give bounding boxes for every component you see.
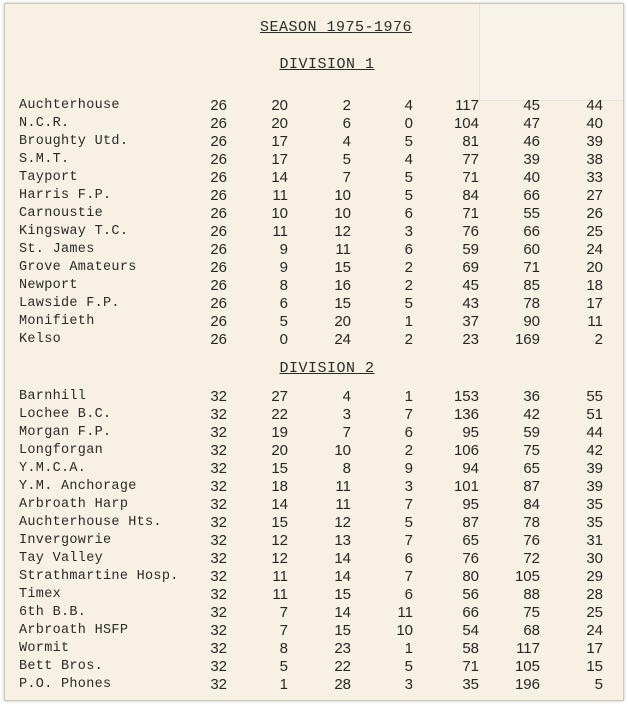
table-row bbox=[5, 640, 623, 658]
won-cell: 17 bbox=[271, 151, 288, 168]
goals-against-cell: 65 bbox=[523, 460, 540, 477]
goals-for-cell: 23 bbox=[462, 331, 479, 348]
won-cell: 8 bbox=[279, 277, 288, 294]
table-row bbox=[5, 586, 623, 604]
won-cell: 15 bbox=[271, 460, 288, 477]
goals-against-cell: 60 bbox=[523, 241, 540, 258]
played-cell: 32 bbox=[210, 388, 227, 405]
team-name: Morgan F.P. bbox=[19, 425, 112, 440]
lost-cell: 15 bbox=[334, 586, 351, 603]
points-cell: 33 bbox=[586, 169, 603, 186]
won-cell: 17 bbox=[271, 133, 288, 150]
played-cell: 32 bbox=[210, 604, 227, 621]
points-cell: 51 bbox=[586, 406, 603, 423]
lost-cell: 5 bbox=[342, 151, 351, 168]
table-row bbox=[5, 331, 623, 349]
played-cell: 32 bbox=[210, 550, 227, 567]
goals-for-cell: 37 bbox=[462, 313, 479, 330]
points-cell: 44 bbox=[586, 424, 603, 441]
drawn-cell: 2 bbox=[404, 277, 413, 294]
goals-against-cell: 90 bbox=[523, 313, 540, 330]
team-name: Bett Bros. bbox=[19, 659, 104, 674]
played-cell: 32 bbox=[210, 424, 227, 441]
team-name: Wormit bbox=[19, 641, 70, 656]
goals-for-cell: 84 bbox=[462, 187, 479, 204]
lost-cell: 10 bbox=[334, 187, 351, 204]
goals-for-cell: 45 bbox=[462, 277, 479, 294]
table-row bbox=[5, 241, 623, 259]
played-cell: 32 bbox=[210, 532, 227, 549]
team-name: P.O. Phones bbox=[19, 677, 112, 692]
points-cell: 25 bbox=[586, 223, 603, 240]
won-cell: 12 bbox=[271, 532, 288, 549]
team-name: Longforgan bbox=[19, 443, 104, 458]
drawn-cell: 3 bbox=[404, 676, 413, 693]
played-cell: 32 bbox=[210, 442, 227, 459]
table-row bbox=[5, 424, 623, 442]
drawn-cell: 5 bbox=[404, 169, 413, 186]
table-row bbox=[5, 259, 623, 277]
drawn-cell: 2 bbox=[404, 259, 413, 276]
points-cell: 28 bbox=[586, 586, 603, 603]
drawn-cell: 1 bbox=[404, 640, 413, 657]
drawn-cell: 6 bbox=[404, 550, 413, 567]
points-cell: 26 bbox=[586, 205, 603, 222]
won-cell: 27 bbox=[271, 388, 288, 405]
played-cell: 26 bbox=[210, 169, 227, 186]
goals-against-cell: 68 bbox=[523, 622, 540, 639]
goals-against-cell: 117 bbox=[516, 640, 540, 657]
table-row bbox=[5, 169, 623, 187]
team-name: Strathmartine Hosp. bbox=[19, 569, 179, 584]
lost-cell: 12 bbox=[334, 514, 351, 531]
won-cell: 12 bbox=[271, 550, 288, 567]
goals-for-cell: 66 bbox=[462, 604, 479, 621]
points-cell: 55 bbox=[586, 388, 603, 405]
table-row bbox=[5, 97, 623, 115]
won-cell: 9 bbox=[279, 241, 288, 258]
table-row bbox=[5, 550, 623, 568]
goals-for-cell: 58 bbox=[462, 640, 479, 657]
drawn-cell: 11 bbox=[397, 604, 413, 621]
goals-for-cell: 104 bbox=[453, 115, 479, 132]
lost-cell: 22 bbox=[334, 658, 351, 675]
team-name: St. James bbox=[19, 242, 95, 257]
points-cell: 5 bbox=[594, 676, 603, 693]
points-cell: 25 bbox=[586, 604, 603, 621]
won-cell: 5 bbox=[279, 658, 288, 675]
goals-against-cell: 40 bbox=[523, 169, 540, 186]
goals-against-cell: 39 bbox=[523, 151, 540, 168]
points-cell: 39 bbox=[586, 478, 603, 495]
points-cell: 38 bbox=[586, 151, 603, 168]
points-cell: 35 bbox=[586, 514, 603, 531]
played-cell: 32 bbox=[210, 622, 227, 639]
table-row bbox=[5, 205, 623, 223]
goals-for-cell: 117 bbox=[455, 97, 479, 114]
won-cell: 20 bbox=[271, 115, 288, 132]
lost-cell: 14 bbox=[334, 550, 351, 567]
table-row bbox=[5, 313, 623, 331]
drawn-cell: 5 bbox=[404, 295, 413, 312]
goals-against-cell: 169 bbox=[514, 331, 540, 348]
won-cell: 11 bbox=[272, 568, 288, 585]
played-cell: 26 bbox=[210, 187, 227, 204]
team-name: Invergowrie bbox=[19, 533, 112, 548]
won-cell: 7 bbox=[279, 622, 288, 639]
team-name: Kelso bbox=[19, 332, 62, 347]
table-row bbox=[5, 133, 623, 151]
table-row bbox=[5, 115, 623, 133]
drawn-cell: 6 bbox=[404, 586, 413, 603]
drawn-cell: 4 bbox=[404, 97, 413, 114]
lost-cell: 24 bbox=[334, 331, 351, 348]
lost-cell: 16 bbox=[334, 277, 351, 294]
drawn-cell: 4 bbox=[404, 151, 413, 168]
goals-against-cell: 88 bbox=[523, 586, 540, 603]
drawn-cell: 2 bbox=[404, 442, 413, 459]
points-cell: 30 bbox=[586, 550, 603, 567]
drawn-cell: 1 bbox=[404, 388, 413, 405]
goals-against-cell: 78 bbox=[523, 295, 540, 312]
goals-against-cell: 105 bbox=[514, 658, 540, 675]
table-row bbox=[5, 514, 623, 532]
played-cell: 26 bbox=[210, 115, 227, 132]
played-cell: 32 bbox=[210, 406, 227, 423]
table-row bbox=[5, 151, 623, 169]
lost-cell: 2 bbox=[342, 97, 351, 114]
lost-cell: 7 bbox=[342, 169, 351, 186]
drawn-cell: 3 bbox=[404, 223, 413, 240]
drawn-cell: 6 bbox=[404, 241, 413, 258]
won-cell: 15 bbox=[271, 514, 288, 531]
goals-against-cell: 36 bbox=[523, 388, 540, 405]
drawn-cell: 3 bbox=[404, 478, 413, 495]
goals-for-cell: 153 bbox=[453, 388, 479, 405]
table-row bbox=[5, 568, 623, 586]
goals-against-cell: 105 bbox=[514, 568, 540, 585]
played-cell: 32 bbox=[210, 568, 227, 585]
lost-cell: 6 bbox=[342, 115, 351, 132]
goals-for-cell: 95 bbox=[462, 424, 479, 441]
goals-for-cell: 59 bbox=[462, 241, 479, 258]
points-cell: 17 bbox=[586, 640, 603, 657]
goals-against-cell: 87 bbox=[523, 478, 540, 495]
lost-cell: 7 bbox=[342, 424, 351, 441]
lost-cell: 13 bbox=[334, 532, 351, 549]
played-cell: 26 bbox=[210, 223, 227, 240]
points-cell: 24 bbox=[586, 622, 603, 639]
table-row bbox=[5, 442, 623, 460]
team-name: Monifieth bbox=[19, 314, 95, 329]
won-cell: 14 bbox=[271, 496, 288, 513]
won-cell: 20 bbox=[271, 442, 288, 459]
goals-for-cell: 56 bbox=[462, 586, 479, 603]
team-name: Tay Valley bbox=[19, 551, 104, 566]
division-2-table bbox=[5, 388, 623, 694]
team-name: S.M.T. bbox=[19, 152, 70, 167]
played-cell: 32 bbox=[210, 658, 227, 675]
won-cell: 1 bbox=[279, 676, 288, 693]
won-cell: 14 bbox=[271, 169, 288, 186]
drawn-cell: 7 bbox=[404, 568, 413, 585]
table-row bbox=[5, 223, 623, 241]
team-name: Arbroath Harp bbox=[19, 497, 129, 512]
drawn-cell: 0 bbox=[404, 115, 413, 132]
lost-cell: 28 bbox=[334, 676, 351, 693]
won-cell: 6 bbox=[279, 295, 288, 312]
table-row bbox=[5, 532, 623, 550]
points-cell: 42 bbox=[586, 442, 603, 459]
team-name: Grove Amateurs bbox=[19, 260, 137, 275]
goals-against-cell: 55 bbox=[523, 205, 540, 222]
played-cell: 26 bbox=[210, 259, 227, 276]
goals-for-cell: 94 bbox=[462, 460, 479, 477]
won-cell: 10 bbox=[271, 205, 288, 222]
drawn-cell: 10 bbox=[396, 622, 413, 639]
won-cell: 18 bbox=[271, 478, 288, 495]
goals-against-cell: 47 bbox=[523, 115, 540, 132]
table-row bbox=[5, 295, 623, 313]
team-name: Barnhill bbox=[19, 389, 87, 404]
won-cell: 11 bbox=[272, 586, 288, 603]
goals-against-cell: 75 bbox=[523, 604, 540, 621]
team-name: Y.M.C.A. bbox=[19, 461, 87, 476]
goals-for-cell: 87 bbox=[462, 514, 479, 531]
team-name: Kingsway T.C. bbox=[19, 224, 129, 239]
goals-against-cell: 45 bbox=[523, 97, 540, 114]
won-cell: 19 bbox=[271, 424, 288, 441]
table-row bbox=[5, 478, 623, 496]
goals-for-cell: 65 bbox=[462, 532, 479, 549]
points-cell: 31 bbox=[586, 532, 603, 549]
team-name: 6th B.B. bbox=[19, 605, 87, 620]
goals-for-cell: 43 bbox=[462, 295, 479, 312]
drawn-cell: 5 bbox=[404, 187, 413, 204]
played-cell: 32 bbox=[210, 478, 227, 495]
lost-cell: 11 bbox=[335, 496, 351, 513]
goals-for-cell: 35 bbox=[462, 676, 479, 693]
points-cell: 17 bbox=[586, 295, 603, 312]
team-name: Auchterhouse Hts. bbox=[19, 515, 162, 530]
division-2-heading: DIVISION 2 bbox=[279, 360, 375, 377]
goals-for-cell: 54 bbox=[462, 622, 479, 639]
goals-against-cell: 46 bbox=[523, 133, 540, 150]
goals-for-cell: 106 bbox=[453, 442, 479, 459]
drawn-cell: 5 bbox=[404, 658, 413, 675]
team-name: Auchterhouse bbox=[19, 98, 120, 113]
goals-against-cell: 42 bbox=[523, 406, 540, 423]
drawn-cell: 5 bbox=[404, 133, 413, 150]
points-cell: 44 bbox=[586, 97, 603, 114]
goals-against-cell: 196 bbox=[514, 676, 540, 693]
won-cell: 8 bbox=[279, 640, 288, 657]
team-name: Broughty Utd. bbox=[19, 134, 129, 149]
played-cell: 32 bbox=[210, 676, 227, 693]
goals-for-cell: 76 bbox=[462, 223, 479, 240]
table-row bbox=[5, 604, 623, 622]
lost-cell: 14 bbox=[334, 568, 351, 585]
table-row bbox=[5, 676, 623, 694]
division-1-table bbox=[5, 97, 623, 349]
goals-for-cell: 69 bbox=[462, 259, 479, 276]
goals-for-cell: 77 bbox=[462, 151, 479, 168]
table-row bbox=[5, 277, 623, 295]
points-cell: 2 bbox=[594, 331, 603, 348]
goals-against-cell: 66 bbox=[523, 187, 540, 204]
goals-against-cell: 85 bbox=[523, 277, 540, 294]
table-row bbox=[5, 406, 623, 424]
played-cell: 32 bbox=[210, 586, 227, 603]
goals-against-cell: 84 bbox=[523, 496, 540, 513]
points-cell: 35 bbox=[586, 496, 603, 513]
table-row bbox=[5, 658, 623, 676]
lost-cell: 20 bbox=[334, 313, 351, 330]
table-row bbox=[5, 187, 623, 205]
goals-for-cell: 71 bbox=[462, 169, 479, 186]
team-name: Newport bbox=[19, 278, 78, 293]
points-cell: 11 bbox=[587, 313, 603, 330]
drawn-cell: 2 bbox=[404, 331, 413, 348]
played-cell: 32 bbox=[210, 460, 227, 477]
table-row bbox=[5, 496, 623, 514]
team-name: Timex bbox=[19, 587, 62, 602]
played-cell: 32 bbox=[210, 514, 227, 531]
drawn-cell: 7 bbox=[404, 406, 413, 423]
drawn-cell: 6 bbox=[404, 205, 413, 222]
division-1-heading: DIVISION 1 bbox=[279, 56, 375, 73]
team-name: Carnoustie bbox=[19, 206, 104, 221]
table-row bbox=[5, 388, 623, 406]
goals-for-cell: 76 bbox=[462, 550, 479, 567]
played-cell: 26 bbox=[210, 97, 227, 114]
drawn-cell: 9 bbox=[404, 460, 413, 477]
played-cell: 26 bbox=[210, 313, 227, 330]
lost-cell: 12 bbox=[334, 223, 351, 240]
lost-cell: 14 bbox=[334, 604, 351, 621]
won-cell: 20 bbox=[271, 97, 288, 114]
drawn-cell: 7 bbox=[404, 496, 413, 513]
lost-cell: 3 bbox=[342, 406, 351, 423]
goals-for-cell: 80 bbox=[462, 568, 479, 585]
lost-cell: 15 bbox=[334, 622, 351, 639]
lost-cell: 15 bbox=[334, 295, 351, 312]
played-cell: 26 bbox=[210, 295, 227, 312]
goals-against-cell: 66 bbox=[523, 223, 540, 240]
lost-cell: 8 bbox=[342, 460, 351, 477]
lost-cell: 11 bbox=[335, 241, 351, 258]
goals-for-cell: 71 bbox=[462, 658, 479, 675]
drawn-cell: 1 bbox=[404, 313, 413, 330]
played-cell: 26 bbox=[210, 205, 227, 222]
lost-cell: 10 bbox=[334, 205, 351, 222]
goals-for-cell: 95 bbox=[462, 496, 479, 513]
played-cell: 32 bbox=[210, 640, 227, 657]
played-cell: 26 bbox=[210, 151, 227, 168]
table-row bbox=[5, 622, 623, 640]
won-cell: 11 bbox=[272, 187, 288, 204]
goals-against-cell: 72 bbox=[523, 550, 540, 567]
goals-for-cell: 71 bbox=[462, 205, 479, 222]
drawn-cell: 6 bbox=[404, 424, 413, 441]
goals-against-cell: 59 bbox=[523, 424, 540, 441]
goals-for-cell: 101 bbox=[453, 478, 479, 495]
points-cell: 39 bbox=[586, 133, 603, 150]
won-cell: 22 bbox=[271, 406, 288, 423]
won-cell: 11 bbox=[272, 223, 288, 240]
table-row bbox=[5, 460, 623, 478]
team-name: Arbroath HSFP bbox=[19, 623, 129, 638]
points-cell: 20 bbox=[586, 259, 603, 276]
lost-cell: 11 bbox=[335, 478, 351, 495]
drawn-cell: 7 bbox=[404, 532, 413, 549]
team-name: Tayport bbox=[19, 170, 78, 185]
points-cell: 29 bbox=[586, 568, 603, 585]
goals-against-cell: 75 bbox=[523, 442, 540, 459]
points-cell: 15 bbox=[586, 658, 603, 675]
goals-for-cell: 136 bbox=[453, 406, 479, 423]
drawn-cell: 5 bbox=[404, 514, 413, 531]
team-name: Lawside F.P. bbox=[19, 296, 120, 311]
won-cell: 9 bbox=[279, 259, 288, 276]
goals-for-cell: 81 bbox=[462, 133, 479, 150]
team-name: Lochee B.C. bbox=[19, 407, 112, 422]
played-cell: 26 bbox=[210, 241, 227, 258]
points-cell: 40 bbox=[586, 115, 603, 132]
played-cell: 26 bbox=[210, 133, 227, 150]
played-cell: 32 bbox=[210, 496, 227, 513]
points-cell: 27 bbox=[586, 187, 603, 204]
goals-against-cell: 71 bbox=[523, 259, 540, 276]
points-cell: 24 bbox=[586, 241, 603, 258]
played-cell: 26 bbox=[210, 277, 227, 294]
lost-cell: 10 bbox=[334, 442, 351, 459]
season-title: SEASON 1975-1976 bbox=[259, 19, 413, 36]
team-name: Harris F.P. bbox=[19, 188, 112, 203]
points-cell: 39 bbox=[586, 460, 603, 477]
goals-against-cell: 78 bbox=[523, 514, 540, 531]
lost-cell: 15 bbox=[334, 259, 351, 276]
won-cell: 7 bbox=[279, 604, 288, 621]
team-name: N.C.R. bbox=[19, 116, 70, 131]
goals-against-cell: 76 bbox=[523, 532, 540, 549]
points-cell: 18 bbox=[586, 277, 603, 294]
lost-cell: 4 bbox=[342, 388, 351, 405]
won-cell: 5 bbox=[279, 313, 288, 330]
lost-cell: 23 bbox=[334, 640, 351, 657]
league-table-sheet bbox=[4, 3, 624, 701]
played-cell: 26 bbox=[210, 331, 227, 348]
won-cell: 0 bbox=[279, 331, 288, 348]
lost-cell: 4 bbox=[342, 133, 351, 150]
team-name: Y.M. Anchorage bbox=[19, 479, 137, 494]
